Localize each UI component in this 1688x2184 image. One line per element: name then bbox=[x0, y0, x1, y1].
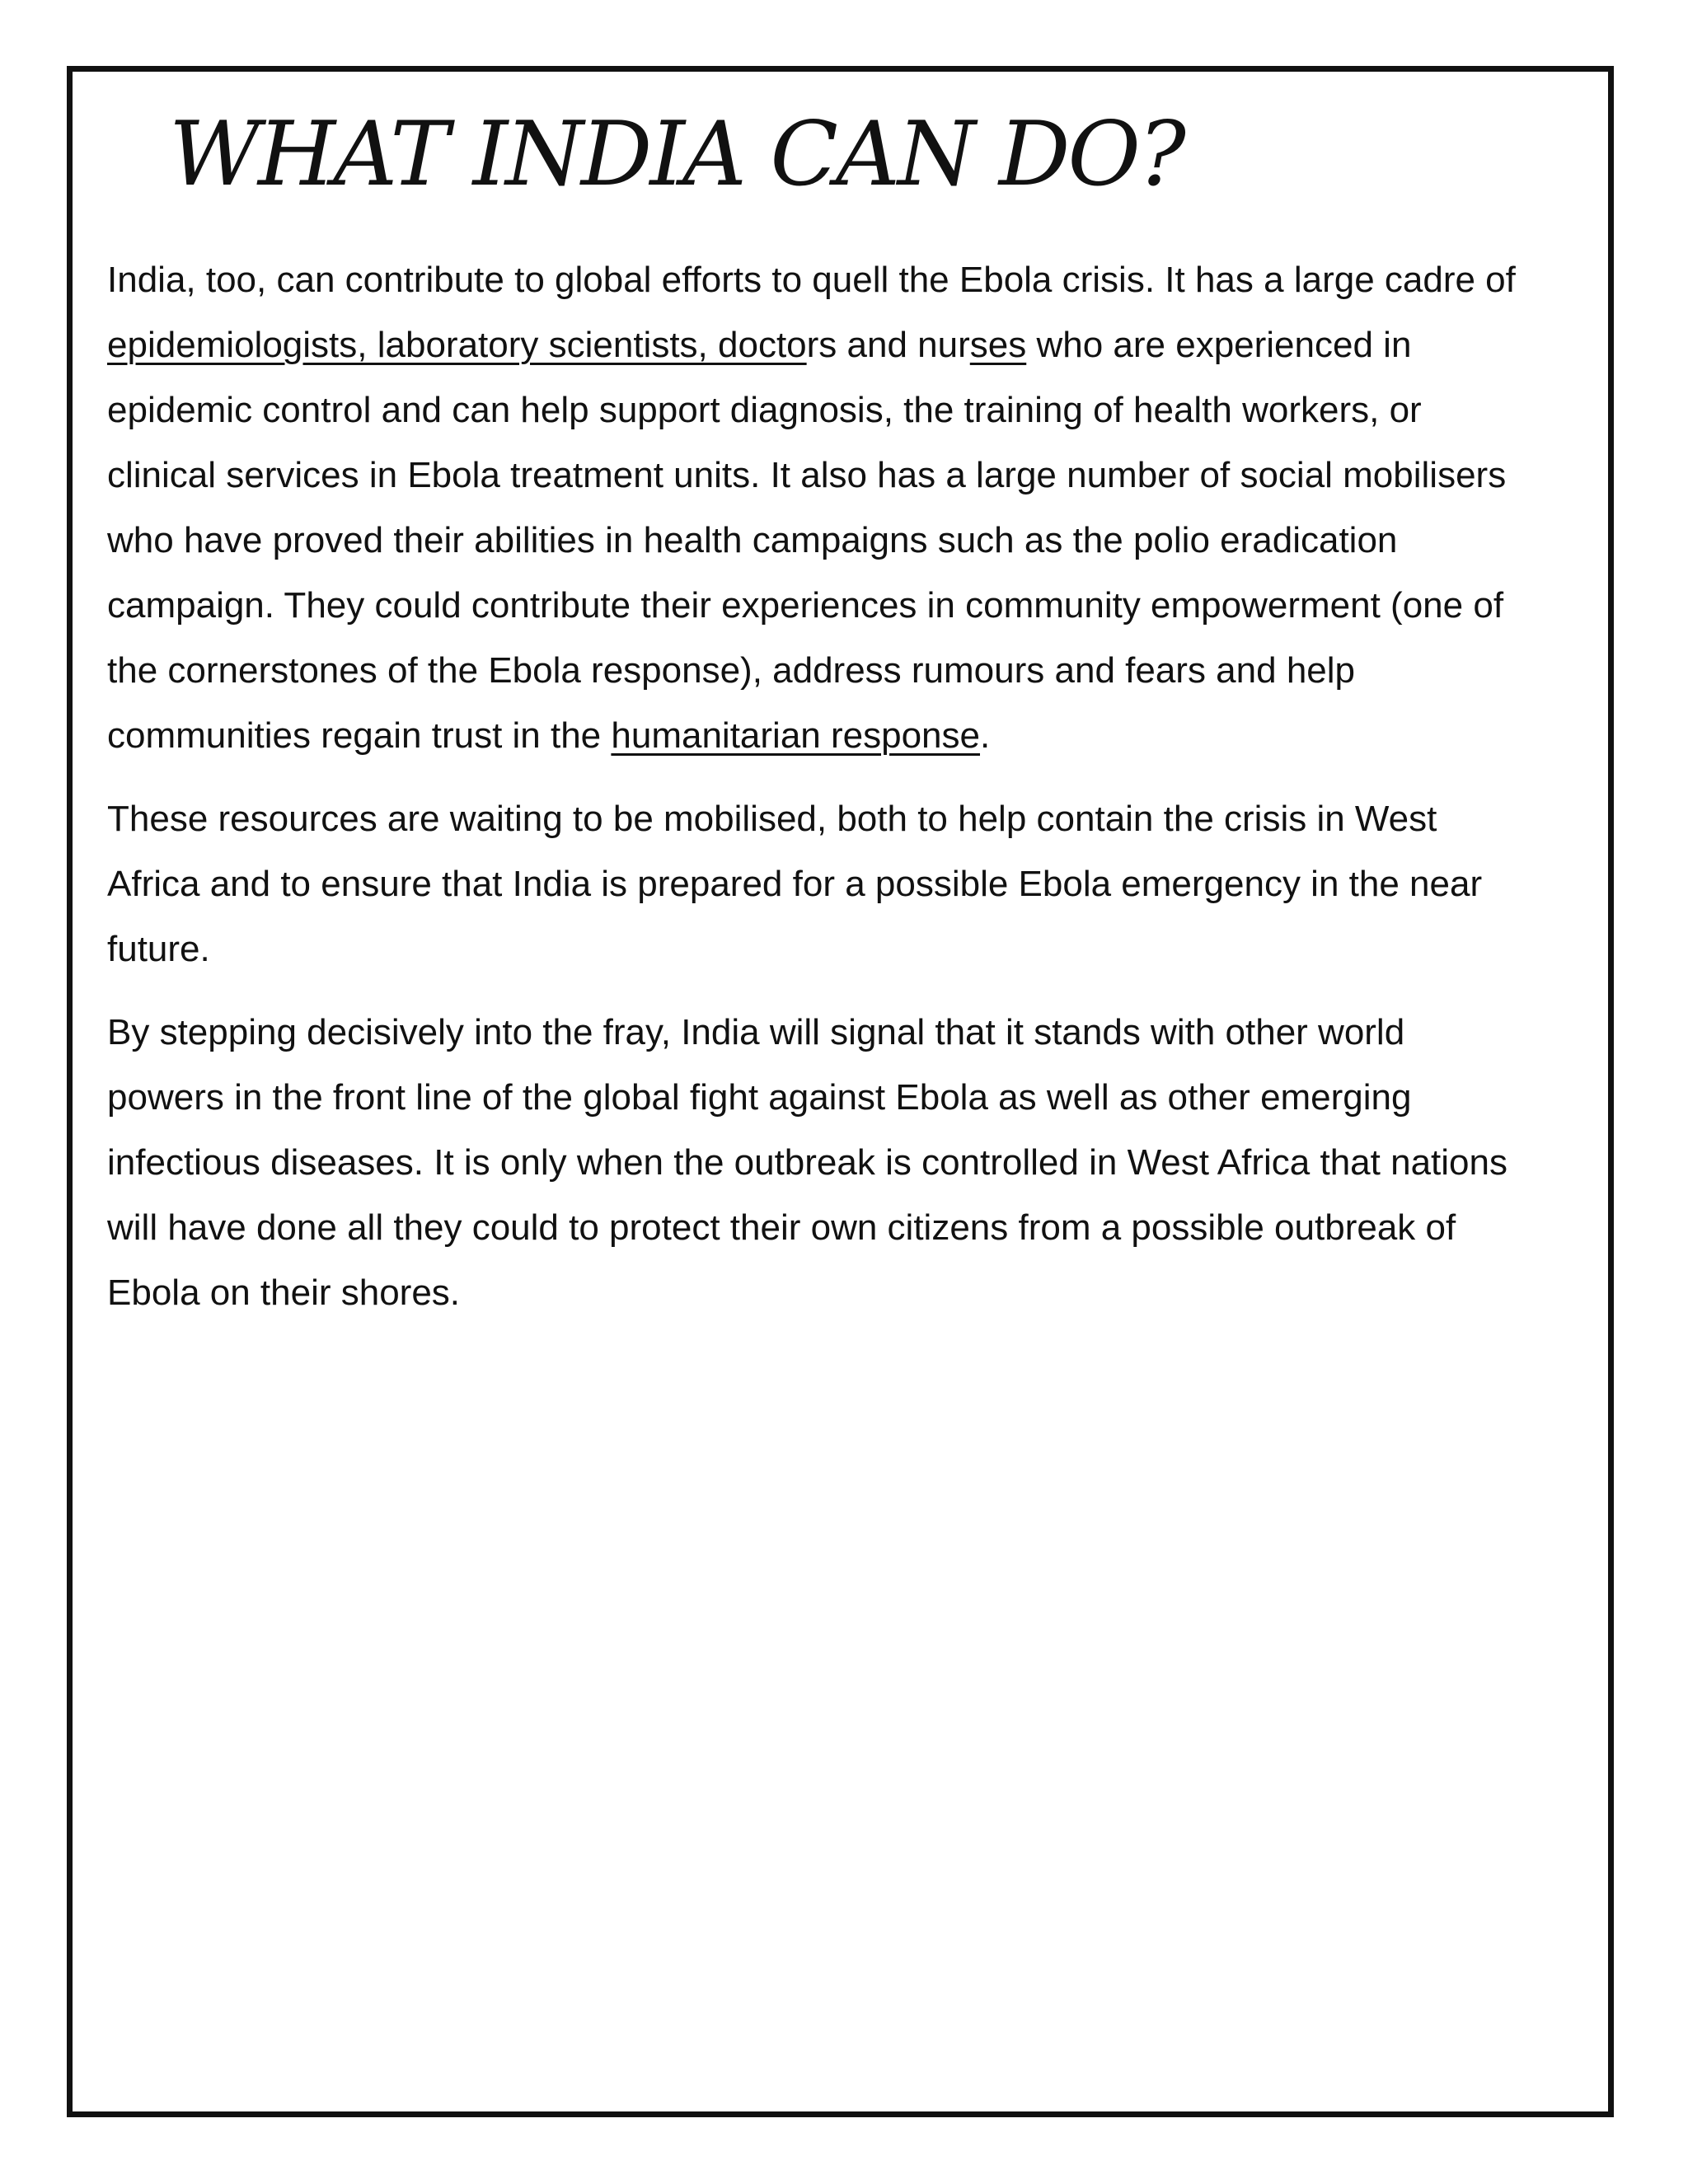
body-text bbox=[107, 247, 1525, 1325]
paragraph-resources bbox=[107, 786, 1525, 982]
text-segment: who are experienced in epidemic control and can help support diagnosis, the training of health workers, or clinical services in Ebola treatment units. It also has a large number of social mobilisers who have proved their abilities in health campaigns such as the polio eradication campaign. They could contribute their experiences in community empowerment (one of the cornerstones of the Ebola response), address rumours and fears and help communities regain trust in the bbox=[107, 325, 1507, 756]
paragraph-stepping-into-fray bbox=[107, 1000, 1525, 1325]
paragraph-india-contribution bbox=[107, 247, 1525, 768]
underlined-text-humanitarian-response: humanitarian response bbox=[611, 715, 980, 756]
underlined-text-professions: epidemiologists, laboratory scientists, docto bbox=[107, 325, 807, 365]
text-segment: By stepping decisively into the fray, India will signal that it stands with other world powers in the front line of the global fight against Ebola as well as other emerging infectious diseases. It is only when the outbreak is controlled in West Africa that nations will have done all they could to protect their own citizens from a possible outbreak of Ebola on their shores. bbox=[107, 1012, 1507, 1313]
text-segment: India, too, can contribute to global efforts to quell the Ebola crisis. It has a large cadre of bbox=[107, 260, 1516, 300]
text-segment: These resources are waiting to be mobilised, both to help contain the crisis in West Africa and to ensure that India is prepared for a possible Ebola emergency in the near future. bbox=[107, 799, 1483, 969]
underlined-text-nurses: ses bbox=[969, 325, 1027, 365]
page-title: WHAT INDIA CAN DO? bbox=[169, 103, 1184, 206]
text-segment: rs and nur bbox=[806, 325, 970, 365]
text-segment: . bbox=[980, 715, 991, 756]
